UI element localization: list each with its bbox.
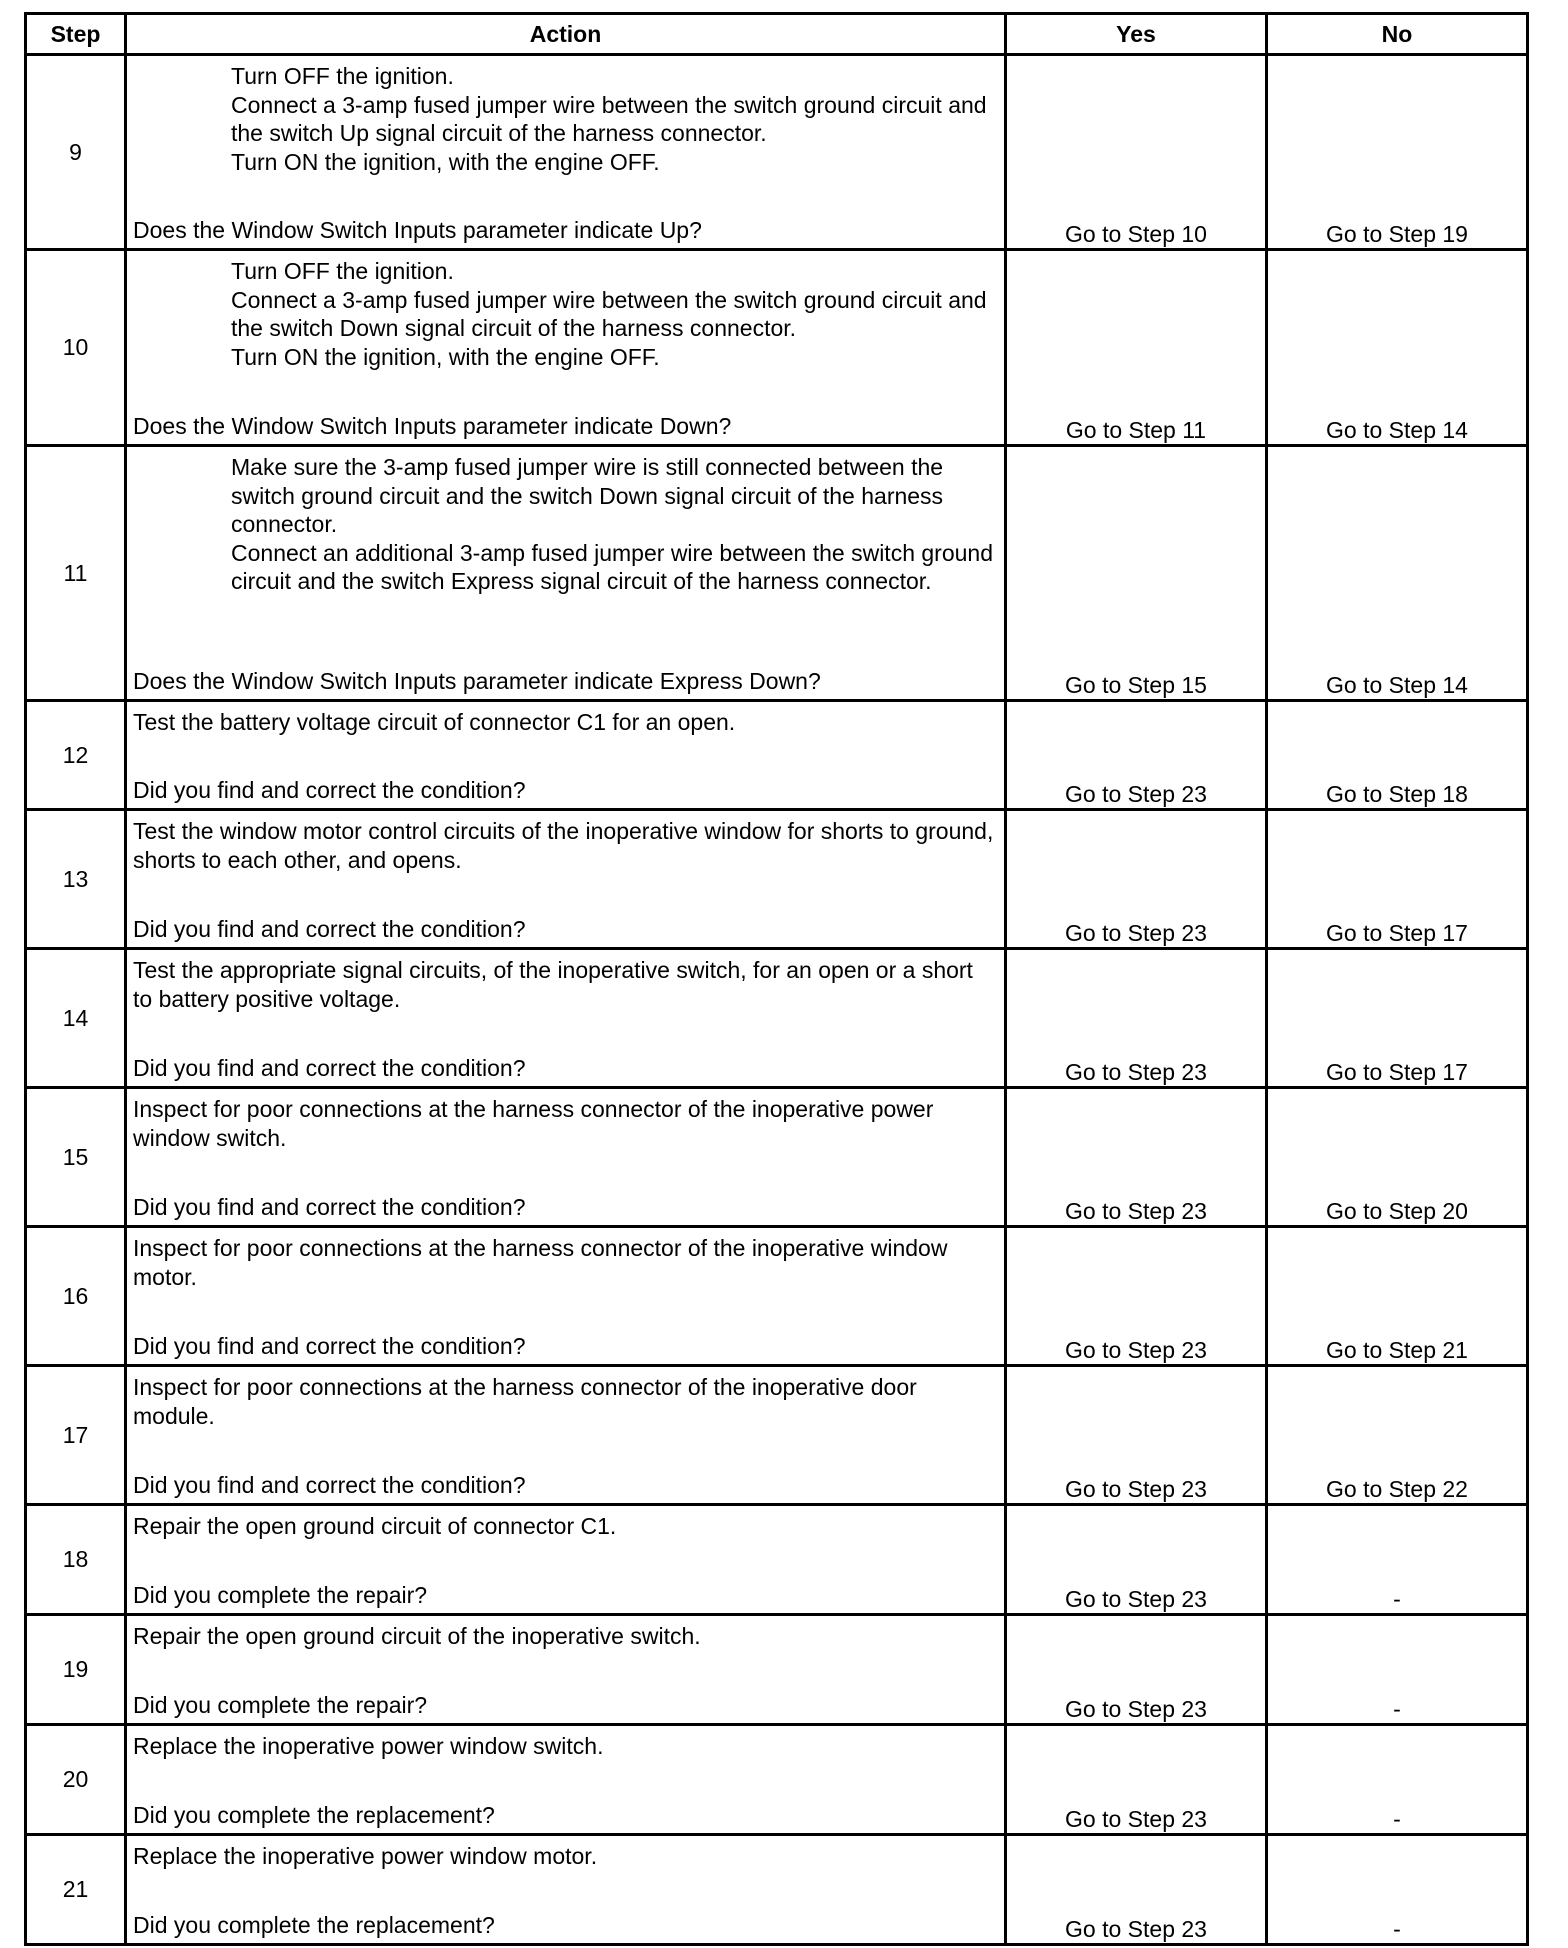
action-cell xyxy=(126,949,1006,1088)
action-instructions xyxy=(127,1726,1004,1761)
step-number: 16 xyxy=(26,1227,126,1366)
action-instructions xyxy=(127,1367,1004,1430)
no-result: Go to Step 19 xyxy=(1267,55,1528,250)
step-number: 19 xyxy=(26,1615,126,1725)
step-number: 11 xyxy=(26,446,126,701)
instruction-text: Test the battery voltage circuit of connector C1 for an open. xyxy=(133,709,736,735)
no-result: Go to Step 20 xyxy=(1267,1088,1528,1227)
action-cell xyxy=(126,810,1006,949)
yes-result: Go to Step 23 xyxy=(1006,1505,1267,1615)
yes-result: Go to Step 23 xyxy=(1006,1088,1267,1227)
instruction-text: Test the window motor control circuits of the inoperative window for shorts to ground, shorts to each other, and opens. xyxy=(133,818,994,873)
action-cell xyxy=(126,1725,1006,1835)
table-row xyxy=(26,701,1528,810)
instruction-text: Connect a 3-amp fused jumper wire between the switch ground circuit and the switch Down signal circuit of the harness connector. xyxy=(231,286,987,341)
instruction-text: Replace the inoperative power window motor. xyxy=(133,1843,598,1869)
yes-result: Go to Step 10 xyxy=(1006,55,1267,250)
yes-result: Go to Step 23 xyxy=(1006,1835,1267,1945)
yes-result: Go to Step 23 xyxy=(1006,701,1267,810)
instruction-text: Connect a 3-amp fused jumper wire between the switch ground circuit and the switch Up signal circuit of the harness connector. xyxy=(231,91,987,146)
yes-result: Go to Step 23 xyxy=(1006,1615,1267,1725)
action-cell xyxy=(126,1835,1006,1945)
no-result: - xyxy=(1267,1725,1528,1835)
action-question: Did you complete the repair? xyxy=(133,1582,428,1608)
no-result: Go to Step 14 xyxy=(1267,250,1528,446)
table-body xyxy=(26,55,1528,1945)
instruction-text: Inspect for poor connections at the harness connector of the inoperative window motor. xyxy=(133,1235,948,1290)
instruction-text: Connect an additional 3-amp fused jumper wire between the switch ground circuit and the switch Express signal circuit of the harness connector. xyxy=(231,539,993,594)
table-row xyxy=(26,810,1528,949)
instruction-text: Turn ON the ignition, with the engine OFF. xyxy=(231,148,660,175)
instruction-text: Inspect for poor connections at the harness connector of the inoperative door module. xyxy=(133,1374,917,1429)
header-no: No xyxy=(1267,14,1528,55)
no-result: Go to Step 21 xyxy=(1267,1227,1528,1366)
action-cell xyxy=(126,1505,1006,1615)
table-row xyxy=(26,446,1528,701)
step-number: 18 xyxy=(26,1505,126,1615)
table-row xyxy=(26,250,1528,446)
action-question: Did you complete the replacement? xyxy=(133,1802,495,1828)
action-cell xyxy=(126,1227,1006,1366)
action-cell xyxy=(126,250,1006,446)
instruction-text: Repair the open ground circuit of connector C1. xyxy=(133,1513,617,1539)
step-number: 9 xyxy=(26,55,126,250)
table-row xyxy=(26,1227,1528,1366)
action-instructions xyxy=(127,950,1004,1013)
action-question: Did you complete the repair? xyxy=(133,1692,428,1718)
instruction-text: Replace the inoperative power window switch. xyxy=(133,1733,604,1759)
action-cell xyxy=(126,1615,1006,1725)
table-row xyxy=(26,1366,1528,1505)
action-instructions xyxy=(127,447,1004,596)
action-instructions xyxy=(127,1616,1004,1651)
yes-result: Go to Step 11 xyxy=(1006,250,1267,446)
action-instructions xyxy=(127,1089,1004,1152)
action-cell xyxy=(126,446,1006,701)
action-instructions xyxy=(127,1836,1004,1871)
no-result: Go to Step 17 xyxy=(1267,810,1528,949)
table-row xyxy=(26,949,1528,1088)
action-cell xyxy=(126,1088,1006,1227)
step-number: 15 xyxy=(26,1088,126,1227)
step-number: 12 xyxy=(26,701,126,810)
no-result: - xyxy=(1267,1835,1528,1945)
yes-result: Go to Step 23 xyxy=(1006,1366,1267,1505)
action-question: Did you find and correct the condition? xyxy=(133,1333,526,1359)
step-number: 14 xyxy=(26,949,126,1088)
table-row xyxy=(26,1505,1528,1615)
no-result: - xyxy=(1267,1615,1528,1725)
step-number: 13 xyxy=(26,810,126,949)
instruction-text: Repair the open ground circuit of the inoperative switch. xyxy=(133,1623,701,1649)
table-row xyxy=(26,1835,1528,1945)
no-result: Go to Step 22 xyxy=(1267,1366,1528,1505)
action-cell xyxy=(126,701,1006,810)
table-row xyxy=(26,1088,1528,1227)
action-question: Did you find and correct the condition? xyxy=(133,1472,526,1498)
action-question: Does the Window Switch Inputs parameter indicate Down? xyxy=(133,413,732,439)
step-number: 20 xyxy=(26,1725,126,1835)
yes-result: Go to Step 15 xyxy=(1006,446,1267,701)
action-instructions xyxy=(127,56,1004,176)
action-instructions xyxy=(127,702,1004,737)
action-question: Did you complete the replacement? xyxy=(133,1912,495,1938)
instruction-text: Turn ON the ignition, with the engine OFF. xyxy=(231,343,660,370)
table-row xyxy=(26,1615,1528,1725)
instruction-text: Turn OFF the ignition. xyxy=(231,258,454,284)
instruction-text: Make sure the 3-amp fused jumper wire is still connected between the switch ground circuit and the switch Down signal circuit of the harness connector. xyxy=(231,454,944,537)
no-result: Go to Step 14 xyxy=(1267,446,1528,701)
action-cell xyxy=(126,55,1006,250)
yes-result: Go to Step 23 xyxy=(1006,810,1267,949)
action-question: Did you find and correct the condition? xyxy=(133,777,526,803)
header-yes: Yes xyxy=(1006,14,1267,55)
action-question: Does the Window Switch Inputs parameter indicate Up? xyxy=(133,217,702,243)
action-question: Did you find and correct the condition? xyxy=(133,916,526,942)
header-row xyxy=(26,14,1528,55)
action-question: Did you find and correct the condition? xyxy=(133,1055,526,1081)
yes-result: Go to Step 23 xyxy=(1006,949,1267,1088)
action-instructions xyxy=(127,1506,1004,1541)
action-cell xyxy=(126,1366,1006,1505)
instruction-text: Turn OFF the ignition. xyxy=(231,63,454,89)
step-number: 17 xyxy=(26,1366,126,1505)
step-number: 21 xyxy=(26,1835,126,1945)
diagnostic-table xyxy=(24,12,1529,1946)
action-question: Does the Window Switch Inputs parameter indicate Express Down? xyxy=(133,668,821,694)
instruction-text: Inspect for poor connections at the harness connector of the inoperative power window switch. xyxy=(133,1096,934,1151)
no-result: - xyxy=(1267,1505,1528,1615)
action-instructions xyxy=(127,251,1004,371)
table-row xyxy=(26,55,1528,250)
table-row xyxy=(26,1725,1528,1835)
instruction-text: Test the appropriate signal circuits, of the inoperative switch, for an open or a short to battery positive voltage. xyxy=(133,957,973,1012)
no-result: Go to Step 17 xyxy=(1267,949,1528,1088)
step-number: 10 xyxy=(26,250,126,446)
yes-result: Go to Step 23 xyxy=(1006,1227,1267,1366)
header-action: Action xyxy=(126,14,1006,55)
action-question: Did you find and correct the condition? xyxy=(133,1194,526,1220)
no-result: Go to Step 18 xyxy=(1267,701,1528,810)
action-instructions xyxy=(127,811,1004,874)
action-instructions xyxy=(127,1228,1004,1291)
header-step: Step xyxy=(26,14,126,55)
yes-result: Go to Step 23 xyxy=(1006,1725,1267,1835)
